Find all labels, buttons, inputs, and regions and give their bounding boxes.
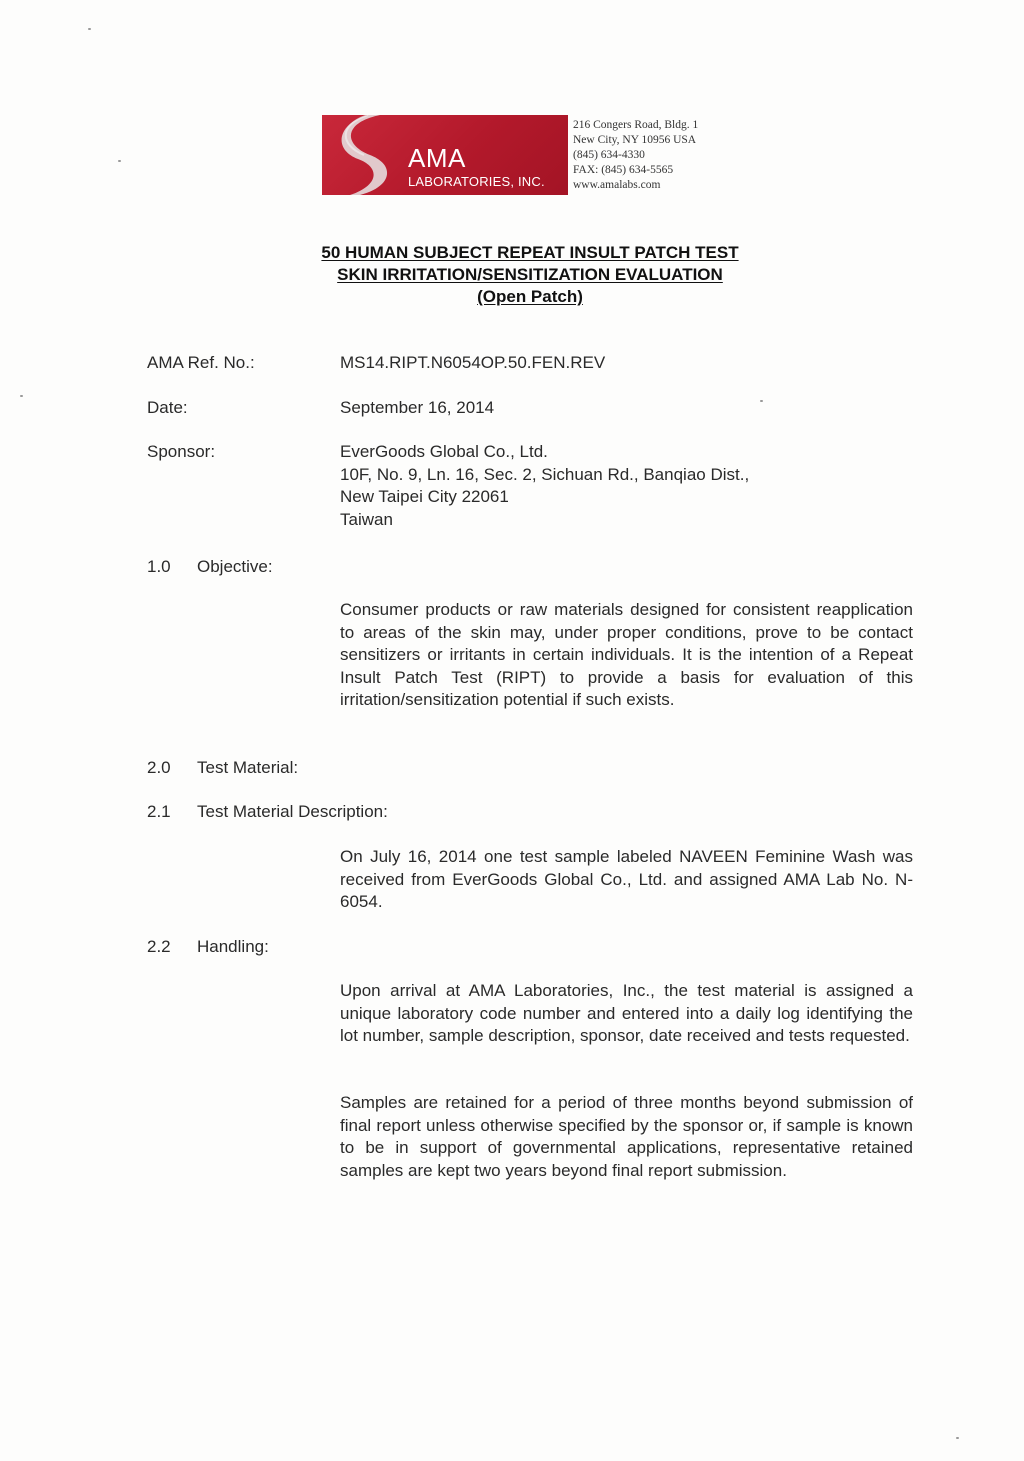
sponsor-block [340, 441, 749, 531]
section-title: Test Material Description: [197, 802, 388, 821]
sponsor-label: Sponsor: [147, 442, 216, 461]
ref-value: MS14.RIPT.N6054OP.50.FEN.REV [340, 353, 606, 372]
phone-line: (845) 634-4330 [573, 149, 645, 161]
logo-name: AMA [408, 143, 466, 173]
title-line-2: SKIN IRRITATION/SENSITIZATION EVALUATION [337, 265, 723, 284]
logo-subtitle: LABORATORIES, INC. [408, 174, 545, 189]
address-line: 216 Congers Road, Bldg. 1 [573, 119, 699, 131]
sponsor-country: Taiwan [340, 509, 393, 529]
section-number: 1.0 [147, 557, 171, 576]
section-number: 2.2 [147, 937, 171, 956]
sponsor-city: New Taipei City 22061 [340, 487, 509, 506]
handling-paragraph-1: Upon arrival at AMA Laboratories, Inc., the test material is assigned a unique laboratory code number and entered into a daily log identifying the lot number, sample description, sponsor, date received and tests requested. [340, 981, 913, 1045]
document-title [0, 242, 1024, 308]
website-line: www.amalabs.com [573, 179, 661, 191]
sponsor-name: EverGoods Global Co., Ltd. [340, 442, 548, 461]
section-number: 2.0 [147, 758, 171, 777]
section-title: Handling: [197, 937, 269, 956]
section-handling-heading [147, 936, 269, 959]
date-label: Date: [147, 398, 188, 417]
section-test-material-heading [147, 757, 298, 780]
section-title: Objective: [197, 557, 273, 576]
fax-line: FAX: (845) 634-5565 [573, 164, 674, 176]
date-value: September 16, 2014 [340, 398, 495, 417]
section-number: 2.1 [147, 802, 171, 821]
company-address [573, 118, 698, 193]
company-logo [322, 115, 568, 195]
section-objective-heading [147, 556, 273, 579]
sponsor-address: 10F, No. 9, Ln. 16, Sec. 2, Sichuan Rd., Banqiao Dist., [340, 464, 750, 484]
section-title: Test Material: [197, 758, 299, 777]
address-line: New City, NY 10956 USA [573, 134, 697, 146]
handling-paragraph-2: Samples are retained for a period of three months beyond submission of final report unless otherwise specified by the sponsor or, if sample is known to be in support of governmental applications, representative retained samples are kept two years beyond final report submission. [340, 1093, 913, 1180]
description-paragraph: On July 16, 2014 one test sample labeled NAVEEN Feminine Wash was received from EverGoods Global Co., Ltd. and assigned AMA Lab No. N-6054. [340, 847, 913, 911]
title-line-3: (Open Patch) [477, 287, 583, 306]
objective-paragraph: Consumer products or raw materials designed for consistent reapplication to areas of the skin may, under proper conditions, prove to be contact sensitizers or irritants in certain individuals. It is the intention of a Repeat Insult Patch Test (RIPT) to provide a basis for evaluation of this irritation/sensitization potential if such exists. [340, 600, 913, 709]
title-line-1: 50 HUMAN SUBJECT REPEAT INSULT PATCH TEST [321, 243, 739, 262]
ref-label: AMA Ref. No.: [147, 353, 255, 372]
section-description-heading [147, 801, 388, 824]
